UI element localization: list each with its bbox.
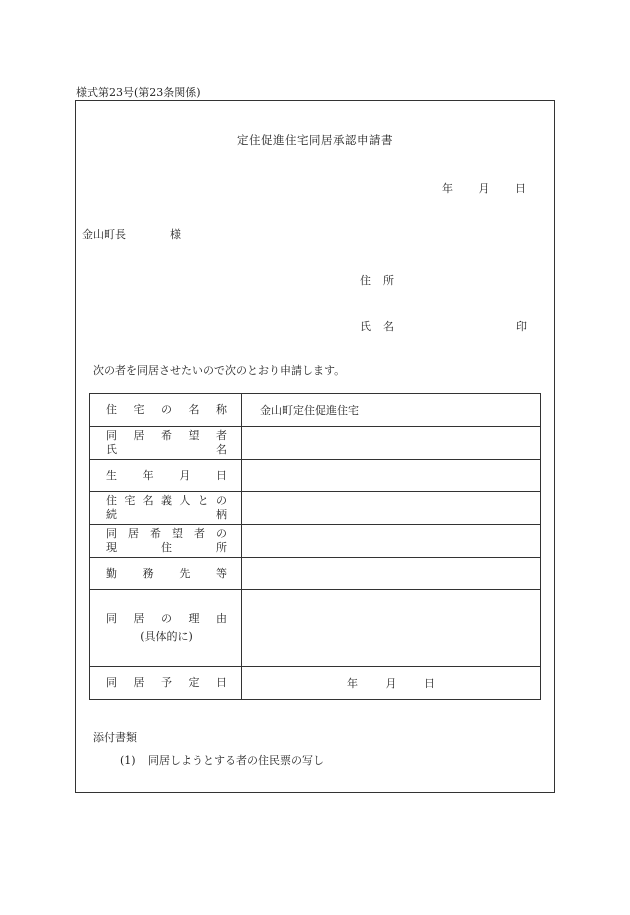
label-char: 望 — [172, 527, 183, 540]
label-char: の — [161, 403, 172, 416]
form-number: 様式第23号(第23条関係) — [76, 86, 201, 99]
planned-date-label — [90, 667, 242, 700]
label-char: 名 — [142, 494, 154, 507]
label-char: 予 — [161, 676, 172, 689]
relationship-label — [90, 492, 242, 525]
housing-name-label — [90, 394, 242, 427]
label-char: 居 — [133, 676, 145, 689]
label-char: 同 — [106, 612, 117, 625]
planned-month-label: 月 — [385, 677, 397, 690]
label-char: 月 — [179, 468, 191, 482]
label-char: と — [197, 494, 209, 507]
table-row — [90, 558, 541, 590]
table-row — [90, 460, 541, 492]
application-table — [89, 393, 541, 700]
label-char: 日 — [216, 676, 227, 689]
planned-year-label: 年 — [347, 677, 358, 690]
label-char: 望 — [188, 429, 200, 442]
label-char: 日 — [215, 468, 227, 482]
label-char: 義 — [160, 494, 172, 507]
label-char: 同 — [106, 429, 117, 442]
attachment-text: 同居しようとする者の住民票の写し — [148, 754, 324, 767]
planned-date-field[interactable] — [242, 667, 541, 700]
planned-day-label: 日 — [424, 677, 435, 690]
seal-mark: 印 — [516, 320, 527, 333]
intro-text: 次の者を同居させたいので次のとおり申請します。 — [93, 364, 346, 377]
table-row — [90, 427, 541, 460]
current-address-field[interactable] — [242, 525, 541, 558]
birthdate-field[interactable] — [242, 460, 541, 492]
label-char: 人 — [179, 494, 191, 507]
label-char: 氏 — [106, 443, 117, 456]
label-char: 続 — [106, 508, 117, 521]
label-char: の — [215, 494, 227, 507]
label-char: 希 — [161, 429, 172, 442]
year-label: 年 — [442, 182, 453, 195]
label-char: 居 — [133, 429, 145, 442]
label-char: 名 — [188, 403, 200, 416]
relationship-field[interactable] — [242, 492, 541, 525]
current-address-label — [90, 525, 242, 558]
label-char: 現 — [106, 541, 117, 554]
attachment-item — [120, 752, 324, 768]
label-char: 同 — [106, 676, 117, 689]
label-char: 等 — [215, 566, 227, 580]
label-char: 生 — [106, 468, 117, 482]
label-char: 理 — [188, 612, 200, 625]
label-char: 宅 — [124, 494, 136, 507]
day-label: 日 — [515, 182, 526, 195]
label-char: 希 — [150, 527, 161, 540]
label-char: 柄 — [216, 508, 227, 521]
applicant-address-label: 住所 — [360, 274, 406, 287]
birthdate-label — [90, 460, 242, 492]
label-char: 務 — [142, 566, 154, 580]
label-char: 称 — [216, 403, 227, 416]
label-char: の — [216, 527, 227, 540]
label-char: 先 — [179, 566, 191, 580]
month-label: 月 — [478, 182, 490, 195]
table-row — [90, 394, 541, 427]
attachments-title: 添付書類 — [93, 731, 137, 744]
cohabitant-name-field[interactable] — [242, 427, 541, 460]
addressee-name: 金山町長 — [82, 228, 126, 241]
reason-sub-label: (具体的に) — [140, 630, 193, 643]
application-date — [420, 180, 526, 196]
label-char: 住 — [106, 494, 117, 507]
label-char: 名 — [216, 443, 227, 456]
housing-name-value[interactable]: 金山町定住促進住宅 — [242, 394, 541, 427]
addressee — [82, 226, 181, 242]
attachment-number: (1) — [120, 754, 136, 767]
label-char: 者 — [194, 527, 205, 540]
label-char: の — [161, 612, 172, 625]
label-char: 宅 — [133, 403, 145, 416]
label-char: 同 — [106, 527, 117, 540]
table-row — [90, 590, 541, 667]
reason-label — [90, 590, 242, 667]
addressee-honorific: 様 — [170, 228, 181, 241]
label-char: 年 — [142, 468, 154, 482]
label-char: 定 — [188, 676, 200, 689]
label-char: 勤 — [106, 566, 117, 580]
label-char: 住 — [106, 403, 117, 416]
workplace-field[interactable] — [242, 558, 541, 590]
table-row — [90, 667, 541, 700]
workplace-label — [90, 558, 242, 590]
reason-field[interactable] — [242, 590, 541, 667]
document-title: 定住促進住宅同居承認申請書 — [237, 133, 393, 147]
label-char: 由 — [216, 612, 227, 625]
label-char: 者 — [216, 429, 227, 442]
cohabitant-name-label — [90, 427, 242, 460]
label-char: 居 — [133, 612, 145, 625]
table-row — [90, 492, 541, 525]
label-char: 居 — [128, 527, 139, 540]
label-char: 所 — [216, 541, 227, 554]
applicant-name-label: 氏名 — [360, 320, 406, 333]
label-char: 住 — [161, 541, 172, 554]
table-row — [90, 525, 541, 558]
